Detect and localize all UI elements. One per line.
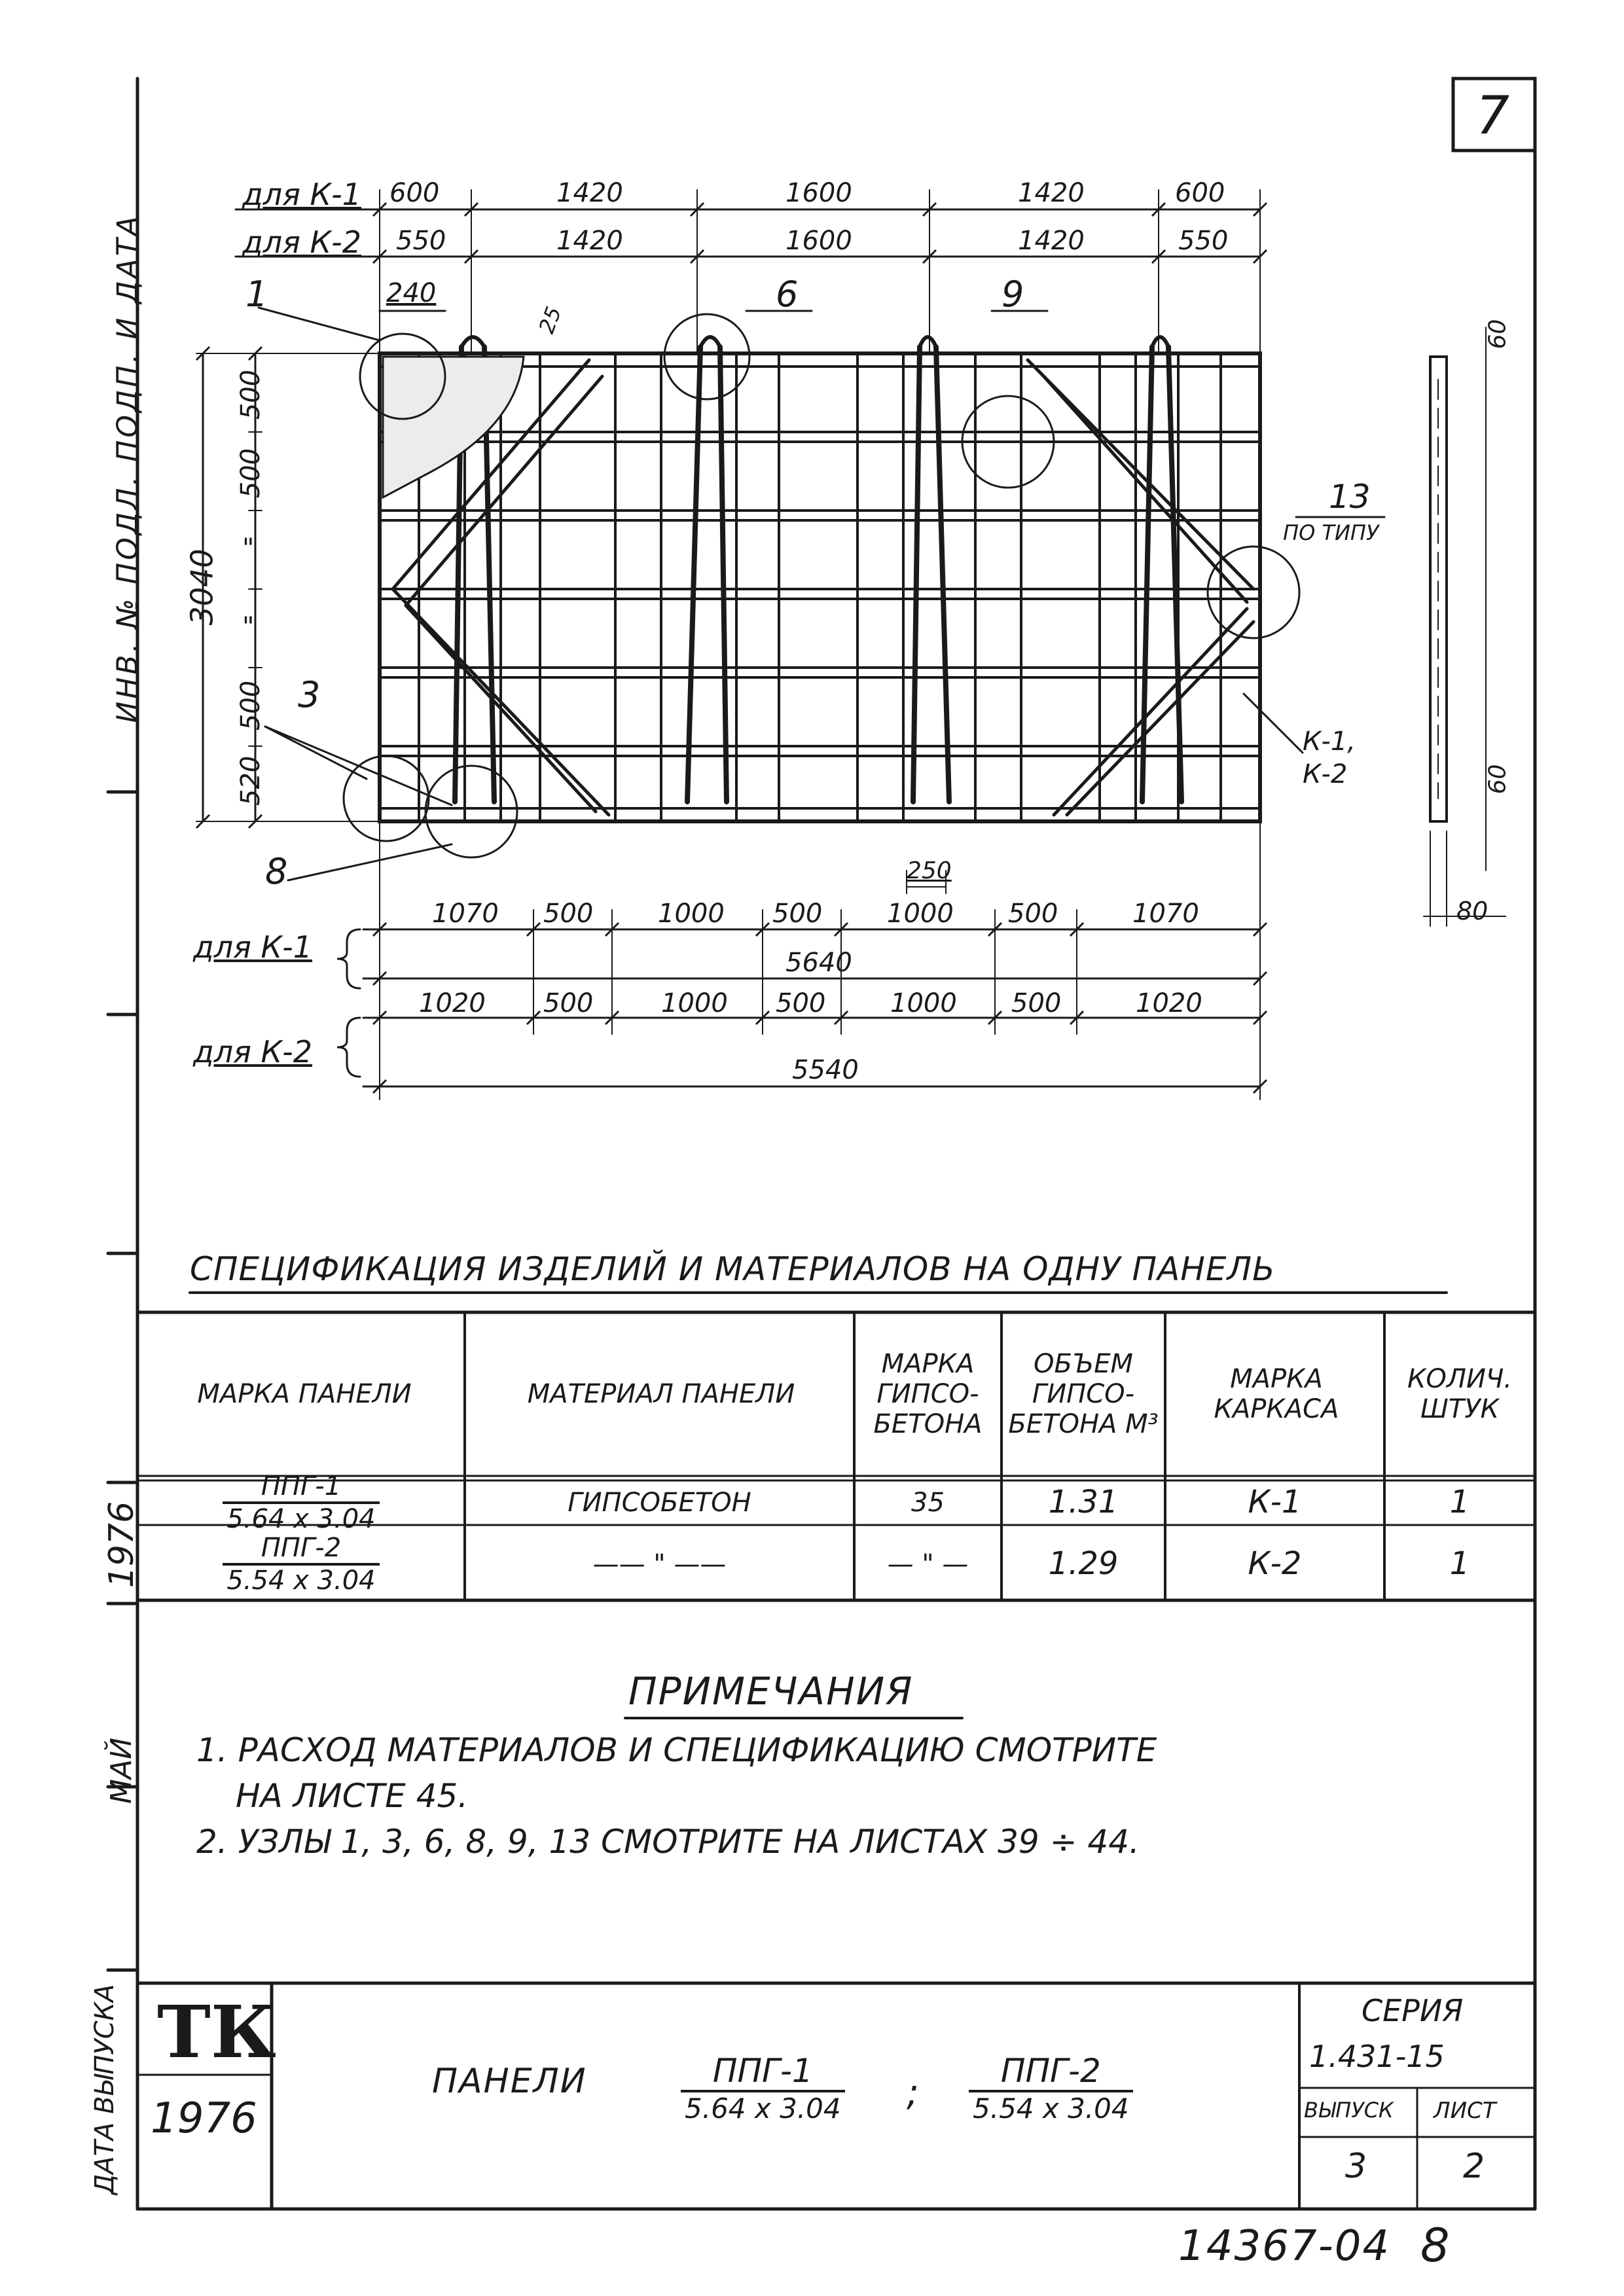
height-total: 3040	[184, 548, 220, 626]
title-block-panel-2	[969, 2052, 1133, 2126]
title-block-year: 1976	[151, 2094, 257, 2143]
spec-header-qty: КОЛИЧ. ШТУК	[1407, 1364, 1513, 1424]
spec-row-2-volume: 1.29	[1048, 1545, 1119, 1583]
left-dim-1: 500	[236, 369, 266, 420]
side-strip-label: ИНВ. № ПОДЛ. ПОДП. И ДАТА	[111, 213, 145, 723]
side-date-label: ДАТА ВЫПУСКА	[90, 1984, 120, 2195]
series-label: СЕРИЯ	[1362, 1993, 1464, 2028]
top-dim-k2-1: 550	[396, 226, 446, 256]
spec-header-volume: ОБЪЕМ ГИПСО-БЕТОНА М³	[1008, 1349, 1159, 1439]
callout-1: 1	[245, 274, 268, 315]
sheet-label: ЛИСТ	[1434, 2098, 1496, 2124]
top-dim-k1-2: 1420	[556, 178, 623, 208]
spec-row-1-mark-top: ППГ-1	[223, 1471, 379, 1504]
spec-row-2-qty: 1	[1449, 1545, 1470, 1583]
top-dim-k2-5: 550	[1178, 226, 1229, 256]
sheet-number: 7	[1476, 85, 1509, 146]
issue-label: ВЫПУСК	[1304, 2098, 1394, 2123]
dim-240: 240	[386, 278, 437, 308]
spec-row-1-grade: 35	[911, 1488, 945, 1518]
top-dim-k1-4: 1420	[1018, 178, 1085, 208]
spec-row-2-frame: К-2	[1248, 1545, 1302, 1583]
spec-header-mark: МАРКА ПАНЕЛИ	[197, 1379, 412, 1409]
spec-header-grade: МАРКА ГИПСО-БЕТОНА	[873, 1349, 983, 1439]
title-block-panel-2-bottom: 5.54 х 3.04	[973, 2092, 1129, 2125]
bottom-dim-k2-3: 1000	[661, 988, 728, 1018]
bottom-dim-k1-1: 1070	[432, 899, 499, 929]
bottom-dim-k1-3: 1000	[658, 899, 725, 929]
spec-header-material: МАТЕРИАЛ ПАНЕЛИ	[527, 1379, 795, 1409]
title-block-separator: ;	[907, 2072, 919, 2114]
left-dim-4: "	[242, 612, 255, 642]
title-block-panel-1-top: ППГ-1	[681, 2052, 845, 2092]
bottom-dim-k2-7: 1020	[1136, 988, 1202, 1018]
spec-row-2-mark-bottom: 5.54 х 3.04	[226, 1566, 376, 1596]
callout-8: 8	[265, 851, 288, 892]
label-k2-top: для К-2	[242, 224, 362, 260]
total-k2: 5540	[792, 1055, 859, 1085]
bottom-dim-k2-4: 500	[776, 988, 826, 1018]
spec-row-1-frame: К-1	[1248, 1484, 1302, 1521]
top-dim-k2-4: 1420	[1018, 226, 1085, 256]
spec-row-2-material: —— " ——	[592, 1549, 727, 1579]
spec-row-1-qty: 1	[1449, 1484, 1470, 1521]
title-block-panel-1	[681, 2052, 845, 2126]
spec-row-1-mark	[151, 1471, 452, 1534]
callout-6: 6	[776, 274, 799, 315]
title-block-name: ПАНЕЛИ	[432, 2062, 587, 2101]
note-1-cont: НА ЛИСТЕ 45.	[236, 1777, 469, 1815]
bottom-dim-k2-6: 500	[1011, 988, 1062, 1018]
spec-header-frame: МАРКА КАРКАСА	[1214, 1364, 1339, 1424]
spec-row-2-mark-top: ППГ-2	[223, 1533, 379, 1566]
spec-title: СПЕЦИФИКАЦИЯ ИЗДЕЛИЙ И МАТЕРИАЛОВ НА ОДНУ ПАНЕЛЬ	[190, 1250, 1276, 1288]
callout-13: 13	[1329, 478, 1371, 516]
bottom-dim-k1-4: 500	[772, 899, 823, 929]
side-year: 1976	[102, 1501, 142, 1588]
frame-label-k2: К-2	[1303, 759, 1348, 789]
left-dim-5: 500	[236, 680, 266, 731]
left-dim-6: 520	[236, 755, 266, 806]
issue-value: 3	[1345, 2147, 1367, 2186]
title-block-logo: ТК	[157, 1990, 276, 2074]
spec-row-1-mark-bottom: 5.64 х 3.04	[226, 1504, 376, 1534]
section-dim-width: 80	[1456, 897, 1489, 925]
spec-row-1-material: ГИПСОБЕТОН	[568, 1488, 751, 1518]
callout-13-note: ПО ТИПУ	[1283, 520, 1379, 545]
bottom-dim-k2-2: 500	[543, 988, 594, 1018]
spec-row-2-grade: — " —	[887, 1549, 969, 1579]
bottom-dim-k2-5: 1000	[890, 988, 957, 1018]
bottom-dim-k2-1: 1020	[419, 988, 486, 1018]
footer-code: 14367-04	[1178, 2222, 1391, 2270]
note-2: 2. УЗЛЫ 1, 3, 6, 8, 9, 13 СМОТРИТЕ НА ЛИСТАХ 39 ÷ 44.	[196, 1823, 1140, 1861]
label-k2-bottom: для К-2	[193, 1034, 313, 1069]
top-dim-k1-1: 600	[389, 178, 440, 208]
total-k1: 5640	[785, 948, 852, 978]
section-dim-bottom: 60	[1484, 764, 1511, 795]
notes-title: ПРИМЕЧАНИЯ	[628, 1669, 914, 1713]
spec-row-1-volume: 1.31	[1048, 1484, 1119, 1521]
frame-label-k1: К-1,	[1303, 726, 1356, 757]
bottom-dim-k1-5: 1000	[887, 899, 954, 929]
label-k1-bottom: для К-1	[193, 929, 313, 965]
top-dim-k2-3: 1600	[785, 226, 852, 256]
top-dim-k1-5: 600	[1175, 178, 1225, 208]
sheet-value: 2	[1463, 2147, 1485, 2186]
bottom-dim-k1-7: 1070	[1132, 899, 1199, 929]
left-dim-2: 500	[236, 448, 266, 499]
footer-page: 8	[1420, 2219, 1450, 2272]
series-value: 1.431-15	[1309, 2039, 1445, 2074]
note-1: 1. РАСХОД МАТЕРИАЛОВ И СПЕЦИФИКАЦИЮ СМОТРИТЕ	[196, 1731, 1157, 1769]
left-dim-3: "	[242, 533, 255, 564]
bottom-dim-k1-2: 500	[543, 899, 594, 929]
section-dim-top: 60	[1484, 319, 1511, 350]
title-block-panel-1-bottom: 5.64 х 3.04	[685, 2092, 841, 2125]
top-dim-k1-3: 1600	[785, 178, 852, 208]
side-month: МАЙ	[104, 1738, 138, 1804]
title-block-panel-2-top: ППГ-2	[969, 2052, 1133, 2092]
spec-row-2-mark	[151, 1528, 452, 1600]
callout-9: 9	[1001, 274, 1024, 315]
label-k1-top: для К-1	[242, 177, 362, 212]
top-dim-k2-2: 1420	[556, 226, 623, 256]
bottom-dim-k1-6: 500	[1008, 899, 1058, 929]
callout-3: 3	[298, 674, 321, 715]
dim-25: 25	[533, 303, 567, 337]
dim-250: 250	[907, 857, 952, 884]
